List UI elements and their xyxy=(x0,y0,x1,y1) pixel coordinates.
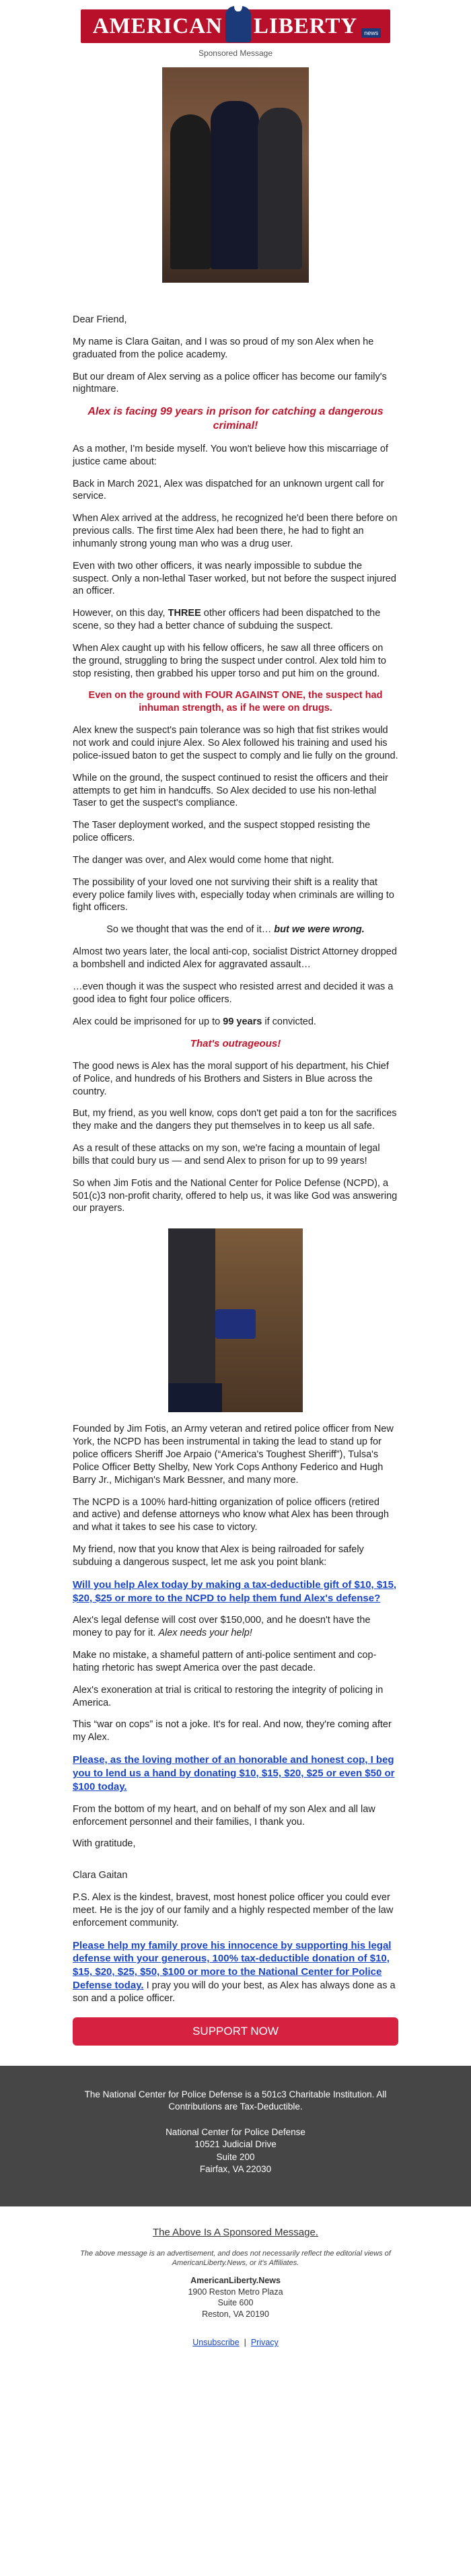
paragraph: Almost two years later, the local anti-cop, socialist District Attorney dropped a bombshell and indicted Alex for aggravated assault… xyxy=(73,946,397,970)
postscript: P.S. Alex is the kindest, bravest, most honest police officer you could ever meet. He is the joy of our family and a highly respected member of the law enforcement community. xyxy=(73,1892,394,1928)
text-run: if convicted. xyxy=(262,1016,316,1027)
donate-link-help-alex[interactable]: Will you help Alex today by making a tax-deductible gift of $10, $15, $20, $25 or more to the NCPD to help them fund Alex's defense? xyxy=(73,1578,397,1604)
paragraph: When Alex arrived at the address, he recognized he'd been there before on previous calls. The first time Alex had been there, he had to fight an inhumanly strong young man who was a drug user. xyxy=(73,513,398,549)
sponsored-notice: The Above Is A Sponsored Message. xyxy=(153,2227,318,2239)
paragraph: From the bottom of my heart, and on behalf of my son Alex and all law enforcement personnel and their families, I thank you. xyxy=(73,1803,375,1827)
link-separator: | xyxy=(244,2338,246,2348)
paragraph xyxy=(73,1016,398,1029)
org-suite: Suite 200 xyxy=(216,2151,255,2162)
postscript-donate xyxy=(73,1939,398,2005)
family-photo xyxy=(162,67,309,283)
paragraph: As a mother, I'm beside myself. You won't believe how this miscarriage of justice came about: xyxy=(73,443,388,467)
liberty-torch-icon xyxy=(225,6,251,42)
closing: With gratitude, xyxy=(73,1838,136,1850)
emphasis-needs-help: Alex needs your help! xyxy=(158,1628,252,1639)
ceremony-photo xyxy=(168,1228,303,1412)
publisher-footer xyxy=(0,2206,471,2367)
footer-links xyxy=(0,2338,471,2347)
charity-line: The National Center for Police Defense is a 501c3 Charitable Institution. All xyxy=(84,2089,387,2099)
support-now-button[interactable]: SUPPORT NOW xyxy=(73,2017,398,2046)
logo-left-word: AMERICAN xyxy=(92,13,223,38)
header xyxy=(0,0,471,58)
publisher-suite: Suite 600 xyxy=(217,2298,254,2308)
paragraph: But, my friend, as you well know, cops don't get paid a ton for the sacrifices they make and the dangers they put themselves in to keep us all safe. xyxy=(73,1108,397,1132)
text-run: Alex could be imprisoned for up to xyxy=(73,1016,223,1027)
paragraph: Alex knew the suspect's pain tolerance was so high that fist strikes would not work and could injure Alex. So Alex followed his training and used his police-issued baton to get the suspect to comply and lie fully on the ground. xyxy=(73,725,398,761)
emphasis-wrong: but we were wrong. xyxy=(274,924,365,936)
logo-news-badge: news xyxy=(361,28,381,38)
donate-link-loving-mother[interactable]: Please, as the loving mother of an honorable and honest cop, I beg you to lend us a hand by donating $10, $15, $20, $25 or even $50 or $100 today. xyxy=(73,1754,395,1792)
charity-line: Contributions are Tax-Deductible. xyxy=(168,2101,303,2112)
paragraph: The possibility of your loved one not surviving their shift is a reality that every police family lives with, especially today when criminals are willing to fight officers. xyxy=(73,876,394,913)
letter-body xyxy=(0,314,471,2005)
paragraph-centered xyxy=(73,924,398,936)
paragraph: Back in March 2021, Alex was dispatched for an unknown urgent call for service. xyxy=(73,478,384,502)
privacy-link[interactable]: Privacy xyxy=(250,2338,279,2348)
salutation: Dear Friend, xyxy=(73,314,127,325)
publisher-address xyxy=(0,2275,471,2321)
text-run: So we thought that was the end of it… xyxy=(106,924,275,936)
paragraph: Alex's exoneration at trial is critical to restoring the integrity of policing in America. xyxy=(73,1684,384,1708)
org-name: National Center for Police Defense xyxy=(166,2127,305,2138)
disclaimer: The above message is an advertisement, and does not necessarily reflect the editorial views of AmericanLiberty.News, or it's Affiliates. xyxy=(80,2250,391,2268)
unsubscribe-link[interactable]: Unsubscribe xyxy=(192,2338,240,2348)
paragraph: Founded by Jim Fotis, an Army veteran and retired police officer from New York, the NCPD has been instrumental in taking the lead to stand up for police officers Sheriff Joe Arpaio (“America's Toughest Sheriff”), Tulsa's Police Officer Betty Shelby, New York Cops Anthony Federico and Hugh Barry Jr., Michigan's Mark Bessner, and many more. xyxy=(73,1424,394,1486)
paragraph: As a result of these attacks on my son, we're facing a mountain of legal bills that could bury us — and send Alex to prison for up to 99 years! xyxy=(73,1143,380,1167)
logo-right-word: LIBERTY xyxy=(253,13,358,38)
paragraph: Even with two other officers, it was nearly impossible to subdue the suspect. Only a non-lethal Taser worked, but not before the suspect injured an officer. xyxy=(73,560,396,597)
headline-outrageous: That's outrageous! xyxy=(190,1038,281,1050)
paragraph: When Alex caught up with his fellow officers, he saw all three officers on the ground, struggling to bring the suspect under control. Alex told him to stop resisting, then grabbed his upper torso and put him on the ground. xyxy=(73,642,386,679)
publisher-name: AmericanLiberty.News xyxy=(190,2275,281,2285)
paragraph: This “war on cops” is not a joke. It's for real. And now, they're coming after my Alex. xyxy=(73,1719,392,1743)
paragraph: The danger was over, and Alex would come home that night. xyxy=(73,854,334,866)
donate-link-prove-innocence[interactable]: Please help my family prove his innocence by supporting his legal defense with your generous, 100% tax-deductible donation of $10, $15, $20, $25, $50, $100 or more to the National Center for Police Defense today. xyxy=(73,1939,392,1992)
paragraph: My friend, now that you know that Alex is being railroaded for safely subduing a dangerous suspect, let me ask you point blank: xyxy=(73,1544,364,1568)
american-liberty-logo[interactable] xyxy=(81,9,391,43)
headline-99-years: Alex is facing 99 years in prison for catching a dangerous criminal! xyxy=(87,406,384,432)
paragraph: My name is Clara Gaitan, and I was so proud of my son Alex when he graduated from the police academy. xyxy=(73,336,374,360)
paragraph: But our dream of Alex serving as a police officer has become our family's nightmare. xyxy=(73,371,387,395)
text-run: However, on this day, xyxy=(73,608,168,619)
text-run: I pray you will do your best, as Alex has always done as a son and a police officer. xyxy=(73,1980,396,2004)
paragraph: While on the ground, the suspect continued to resist the officers and their attempts to get him in handcuffs. So Alex decided to use his non-lethal Taser to get the suspect's compliance. xyxy=(73,772,388,809)
sponsored-label: Sponsored Message xyxy=(198,48,273,58)
signature: Clara Gaitan xyxy=(73,1870,128,1881)
publisher-city: Reston, VA 20190 xyxy=(202,2309,269,2320)
paragraph: The good news is Alex has the moral support of his department, his Chief of Police, and hundreds of his Brothers and Sisters in Blue across the country. xyxy=(73,1060,389,1097)
paragraph: So when Jim Fotis and the National Center for Police Defense (NCPD), a 501(c)3 non-profit charity, offered to help us, it was like God was answering our prayers. xyxy=(73,1177,398,1214)
org-city: Fairfax, VA 22030 xyxy=(199,2163,272,2174)
cta-container xyxy=(0,2017,471,2046)
charity-footer xyxy=(0,2066,471,2206)
headline-four-against-one: Even on the ground with FOUR AGAINST ONE, the suspect had inhuman strength, as if he were on drugs. xyxy=(88,690,383,714)
paragraph: The NCPD is a 100% hard-hitting organization of police officers (retired and active) and defense attorneys who know what Alex has been through and what it takes to see his case to victory. xyxy=(73,1496,389,1533)
org-street: 10521 Judicial Drive xyxy=(194,2139,277,2150)
emphasis-99-years: 99 years xyxy=(223,1016,262,1027)
paragraph xyxy=(73,1614,398,1640)
emphasis-three: THREE xyxy=(168,608,201,619)
publisher-street: 1900 Reston Metro Plaza xyxy=(188,2287,283,2297)
paragraph xyxy=(73,607,398,633)
paragraph: …even though it was the suspect who resisted arrest and decided it was a good idea to fight four police officers. xyxy=(73,981,394,1005)
paragraph: The Taser deployment worked, and the suspect stopped resisting the police officers. xyxy=(73,820,371,844)
paragraph: Make no mistake, a shameful pattern of anti-police sentiment and cop-hating rhetoric has swept America over the past decade. xyxy=(73,1650,377,1673)
text-run: Alex's legal defense will cost over $150,000, and he doesn't have the money to pay for it. xyxy=(73,1615,371,1639)
text-run: other officers had been dispatched to the scene, so they had a better chance of subduing the suspect. xyxy=(73,608,381,632)
